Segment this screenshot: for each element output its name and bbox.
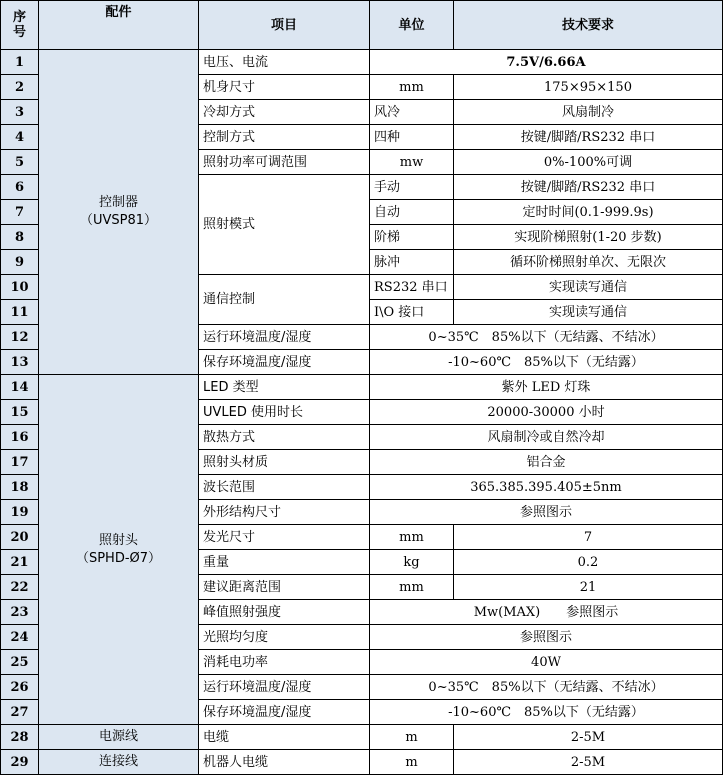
spec-cell: 按键/脚踏/RS232 串口 [454,175,723,200]
unit-cell: 四种 [370,125,454,150]
header-part: 配件 [39,1,199,50]
item-cell: 照射功率可调范围 [199,150,370,175]
unit-cell: mm [370,575,454,600]
spec-cell: 21 [454,575,723,600]
row-number: 9 [1,250,39,275]
spec-cell: -10~60℃ 85%以下（无结露） [370,350,723,375]
row-number: 26 [1,675,39,700]
spec-cell: Mw(MAX) 参照图示 [370,600,723,625]
item-cell: 照射模式 [199,175,370,275]
row-number: 3 [1,100,39,125]
header-unit: 单位 [370,1,454,50]
table-row [1,375,723,400]
unit-cell: 自动 [370,200,454,225]
row-number: 10 [1,275,39,300]
spec-cell: 按键/脚踏/RS232 串口 [454,125,723,150]
item-cell: 控制方式 [199,125,370,150]
row-number: 19 [1,500,39,525]
item-cell: 电压、电流 [199,50,370,75]
header-spec: 技术要求 [454,1,723,50]
unit-cell: mw [370,150,454,175]
unit-cell: 阶梯 [370,225,454,250]
row-number: 12 [1,325,39,350]
spec-cell: 175×95×150 [454,75,723,100]
unit-cell: 脉冲 [370,250,454,275]
row-number: 15 [1,400,39,425]
unit-cell: 风冷 [370,100,454,125]
item-cell: 电缆 [199,725,370,750]
table-row [1,725,723,750]
spec-cell: 紫外 LED 灯珠 [370,375,723,400]
item-cell: 重量 [199,550,370,575]
item-cell: 保存环境温度/湿度 [199,700,370,725]
spec-cell: 40W [370,650,723,675]
item-cell: 外形结构尺寸 [199,500,370,525]
row-number: 22 [1,575,39,600]
item-cell: 通信控制 [199,275,370,325]
row-number: 21 [1,550,39,575]
item-cell: 建议距离范围 [199,575,370,600]
spec-cell: 铝合金 [370,450,723,475]
part-power-cable: 电源线 [39,725,199,750]
unit-cell: I\O 接口 [370,300,454,325]
part-controller-name: 控制器 [98,195,138,210]
item-cell: 冷却方式 [199,100,370,125]
row-number: 24 [1,625,39,650]
item-cell: 机身尺寸 [199,75,370,100]
item-cell: 峰值照射强度 [199,600,370,625]
row-number: 13 [1,350,39,375]
spec-cell: 2-5M [454,750,723,775]
item-cell: 保存环境温度/湿度 [199,350,370,375]
unit-cell: m [370,750,454,775]
spec-cell: 实现阶梯照射(1-20 步数) [454,225,723,250]
spec-cell: 7 [454,525,723,550]
spec-cell: 风扇制冷 [454,100,723,125]
row-number: 4 [1,125,39,150]
part-controller [39,50,199,375]
item-cell: UVLED 使用时长 [199,400,370,425]
item-cell: 发光尺寸 [199,525,370,550]
item-cell: LED 类型 [199,375,370,400]
row-number: 17 [1,450,39,475]
spec-cell: 循环阶梯照射单次、无限次 [454,250,723,275]
header-item: 项目 [199,1,370,50]
spec-cell: 定时时间(0.1-999.9s) [454,200,723,225]
row-number: 28 [1,725,39,750]
header-seq: 序号 [1,1,39,50]
row-number: 14 [1,375,39,400]
spec-cell: 0~35℃ 85%以下（无结露、不结冰） [370,325,723,350]
spec-cell: 0~35℃ 85%以下（无结露、不结冰） [370,675,723,700]
row-number: 25 [1,650,39,675]
item-cell: 运行环境温度/湿度 [199,675,370,700]
row-number: 16 [1,425,39,450]
row-number: 23 [1,600,39,625]
unit-cell: 手动 [370,175,454,200]
item-cell: 散热方式 [199,425,370,450]
table-row [1,50,723,75]
unit-cell: kg [370,550,454,575]
spec-cell: 实现读写通信 [454,275,723,300]
row-number: 2 [1,75,39,100]
item-cell: 光照均匀度 [199,625,370,650]
item-cell: 波长范围 [199,475,370,500]
unit-cell: m [370,725,454,750]
unit-cell: mm [370,525,454,550]
row-number: 27 [1,700,39,725]
item-cell: 运行环境温度/湿度 [199,325,370,350]
part-head [39,375,199,725]
spec-cell: 2-5M [454,725,723,750]
unit-cell: mm [370,75,454,100]
spec-cell: 0%-100%可调 [454,150,723,175]
row-number: 20 [1,525,39,550]
spec-cell: -10~60℃ 85%以下（无结露） [370,700,723,725]
spec-cell: 参照图示 [370,625,723,650]
item-cell: 机器人电缆 [199,750,370,775]
unit-cell: RS232 串口 [370,275,454,300]
spec-cell: 0.2 [454,550,723,575]
header-row [1,1,723,50]
spec-cell: 7.5V/6.66A [370,50,723,75]
spec-cell: 实现读写通信 [454,300,723,325]
row-number: 1 [1,50,39,75]
row-number: 11 [1,300,39,325]
row-number: 29 [1,750,39,775]
row-number: 8 [1,225,39,250]
spec-cell: 20000-30000 小时 [370,400,723,425]
spec-cell: 365.385.395.405±5nm [370,475,723,500]
row-number: 5 [1,150,39,175]
row-number: 18 [1,475,39,500]
item-cell: 消耗电功率 [199,650,370,675]
table-row [1,750,723,775]
row-number: 7 [1,200,39,225]
spec-cell: 风扇制冷或自然冷却 [370,425,723,450]
part-connect-cable: 连接线 [39,750,199,775]
part-head-model: （SPHD-Ø7） [75,550,162,566]
row-number: 6 [1,175,39,200]
part-head-name: 照射头 [98,532,138,548]
part-controller-model: （UVSP81） [79,213,158,228]
item-cell: 照射头材质 [199,450,370,475]
spec-cell: 参照图示 [370,500,723,525]
